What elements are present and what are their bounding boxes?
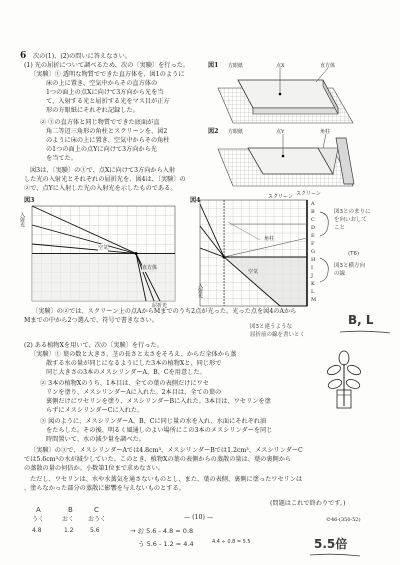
hand-calc-side: 4.4 ÷ 0.8 = 5.5 <box>212 539 251 545</box>
part1-line: 床の上に置き、空気中からその直方体の <box>46 80 158 87</box>
screen-point-j: J <box>311 273 314 279</box>
fig1-label: 図1 <box>208 62 219 69</box>
hand-answer1-note: 図3と違うような <box>250 324 292 330</box>
fig1-drawing <box>208 68 358 128</box>
hand-note2-line: 図3と横方向 <box>334 263 365 269</box>
copyright: ©46-(350-52) <box>326 517 361 523</box>
part2-line: 散する水の量が同じになるようにした3本の植物Xと、同じ形で <box>46 360 222 367</box>
hand-answer1-note: 屈折前の線を書いとく <box>250 332 306 338</box>
fig-caption-line: した光の入射光とそれぞれの屈折光を、図4は、〔実験〕の <box>24 176 186 183</box>
part2-line: ただし、ワセリンは、水や水蒸気を通さないものとし、また、葉の表側、裏側に塗ったワセリンは <box>30 476 303 483</box>
fig3-y-label: 入射光 <box>19 212 25 227</box>
fig2-label: 図2 <box>208 128 219 135</box>
part1-line: て、入射する光と屈折する光をマス目が正方 <box>46 98 170 105</box>
fig1-sheet-label: 方眼紙 <box>228 63 244 69</box>
fig1-block-label: 直方体 <box>320 63 336 69</box>
fig4-y-label: 入射光 <box>197 283 203 298</box>
part2-line: リンを塗り、メスシリンダーAに入れた。2本目は、全ての葉の <box>46 389 222 396</box>
screen-point-c: C <box>311 217 315 223</box>
part2-line: 時間置いて、水の減少量を調べた。 <box>46 436 145 443</box>
part1-line: ② ①の直方体と同じ物質でできた底面が直 <box>40 119 160 126</box>
hand-answer2: 5.5倍 <box>314 537 348 551</box>
part2-line: 、塗らなかった部分の蒸散に影響を与えないものとする。 <box>24 485 185 492</box>
fig4-grid <box>200 200 315 306</box>
part2-line: では5.6cm³の水が減少していた。このとき、植物Xの葉の表側からの蒸散の量は、葉の裏側から <box>24 456 292 463</box>
part2-line: の蒸散の量の何倍か。小数第1位まで求めなさい。 <box>24 465 165 472</box>
screen-point-k: K <box>311 281 315 287</box>
hand-answer1-underline <box>340 330 390 334</box>
hand-note2-line: の線 <box>334 271 346 277</box>
q1-line: 〔実験〕の②では、スクリーン上の点AからMまでのうち2点が光った。光った点を図4のAから <box>32 308 297 315</box>
part2-line: をたらした。その後、明るく風通しのよい場所にこの3本のメスシリンダーを同じ <box>46 427 273 434</box>
hand-abc-value: 5.6 <box>90 527 100 534</box>
screen-point-f: F <box>311 241 315 247</box>
hand-note1-line: 図3とのまりに <box>334 209 371 215</box>
fig3-air-label: 空気 <box>98 245 109 251</box>
fig3-label: 図3 <box>24 197 35 204</box>
part1-line: 形の方眼紙にそれぞれ記録した。 <box>46 107 139 114</box>
part1-line: を当てた。 <box>46 155 77 162</box>
fig-caption-line: 図3は、〔実験〕の①で、点Xに向けて3方向から入射 <box>30 167 176 174</box>
fig2-point-label: 点Y <box>276 129 285 135</box>
hand-answer1: B, L <box>348 313 374 327</box>
fig3-grid <box>32 206 182 301</box>
part2-line: 同じ大きさの3本のメスシリンダーA、B、Cを用意した。 <box>46 369 206 376</box>
plant-illustration <box>324 348 364 408</box>
question-number: 6 <box>20 51 27 61</box>
fig4-screen-label: スクリーン <box>268 194 293 200</box>
hand-note1-line: を向いおして <box>334 217 368 223</box>
fig2-screen-label: スクリーン <box>296 191 321 197</box>
fig4-air-label: 空気 <box>248 269 259 275</box>
screen-point-l: L <box>311 289 315 295</box>
part1-line: のように床の上に置き、空気中からその角柱 <box>46 137 170 144</box>
fig2-drawing <box>208 134 358 194</box>
hand-abc-sub: うく <box>32 516 45 523</box>
fig2-sheet-label: 方眼紙 <box>228 129 244 135</box>
hand-abc-c: C <box>94 506 99 514</box>
part1-line: の1つの面上の点Yに向けて3方向から光 <box>46 146 157 153</box>
hand-note1-line: こと <box>334 225 346 231</box>
hand-abc-a: A <box>36 506 41 514</box>
screen-point-a: A <box>311 201 315 207</box>
screen-point-e: E <box>311 233 315 239</box>
hand-abc-value: 4.8 <box>32 527 42 534</box>
part1-line: 〔実験〕① 透明な物質でできた直方体を、図1のように <box>30 71 185 78</box>
part2-line: ③ 図のように、メスシリンダーA、B、Cに同じ量の水を入れ、水面にそれぞれ油 <box>40 418 267 425</box>
fig4-label: 図4 <box>190 197 201 204</box>
part1-line: 角二等辺三角形の角柱とスクリーンを、図2 <box>46 128 168 135</box>
fig4-prism-label: 角柱 <box>264 236 275 242</box>
hand-calc1: → お 5.6 - 4.8 = 0.8 <box>130 527 194 535</box>
screen-point-b: B <box>311 209 315 215</box>
fig-caption-line: ②で、点Yに入射した光の入射光を示したものである。 <box>24 185 177 192</box>
hand-note-t6: (T6) <box>348 251 360 257</box>
hand-abc-value: 1.2 <box>64 527 74 534</box>
part2-line: らずにメスシリンダーCに入れた。 <box>46 407 144 414</box>
fig2-prism-label: 角柱 <box>320 129 331 135</box>
screen-point-m: M <box>311 297 317 303</box>
part2-line: (2) ある植物Xを用いて、次の〔実験〕を行った。 <box>24 342 163 349</box>
screen-point-g: G <box>311 249 315 255</box>
screen-point-d: D <box>311 225 316 231</box>
question-intro: 次の(1)、(2)の問いに答えなさい。 <box>33 53 131 60</box>
hand-answer2-underline <box>310 553 360 557</box>
part1-line: (1) 光の屈折について調べるため、次の〔実験〕を行った。 <box>24 62 190 69</box>
hand-abc-sub: おく <box>62 516 75 523</box>
screen-point-i: I <box>311 265 313 271</box>
end-note: (問題はこれで終わりです。) <box>270 500 346 507</box>
page-number: — (10) — <box>184 514 214 521</box>
screen-point-h: H <box>311 257 316 263</box>
part2-line: ② 3本の植物Xのうち、1本目は、全ての葉の表側だけにワセ <box>40 380 209 387</box>
part2-line: 裏側だけにワセリンを塗り、メスシリンダーBに入れた。3本目は、ワセリンを塗 <box>46 398 271 405</box>
hand-abc-sub: おうく <box>88 516 107 523</box>
fig3-x-label: 屈折光 <box>152 303 168 309</box>
hand-calc2: う 5.6 - 1.2 = 4.4 <box>138 540 194 548</box>
q1-line: Mまでの中から2つ選んで、符号で書きなさい。 <box>24 317 158 324</box>
hand-abc-b: B <box>68 506 73 514</box>
part2-line: 〔実験〕① 葉の数と大きさ、茎の長さと太さをそろえ、からだ全体から蒸 <box>30 351 237 358</box>
part2-line: 〔実験〕の③で、メスシリンダーAでは4.8cm³、メスシリンダーBでは1.2cm³、メスシリンダーC <box>30 447 303 454</box>
part1-line: 1つの面上の点Xに向けて3方向から光を当 <box>46 89 164 96</box>
fig3-block-label: 直方体 <box>142 265 158 271</box>
fig1-point-label: 点X <box>276 63 285 69</box>
